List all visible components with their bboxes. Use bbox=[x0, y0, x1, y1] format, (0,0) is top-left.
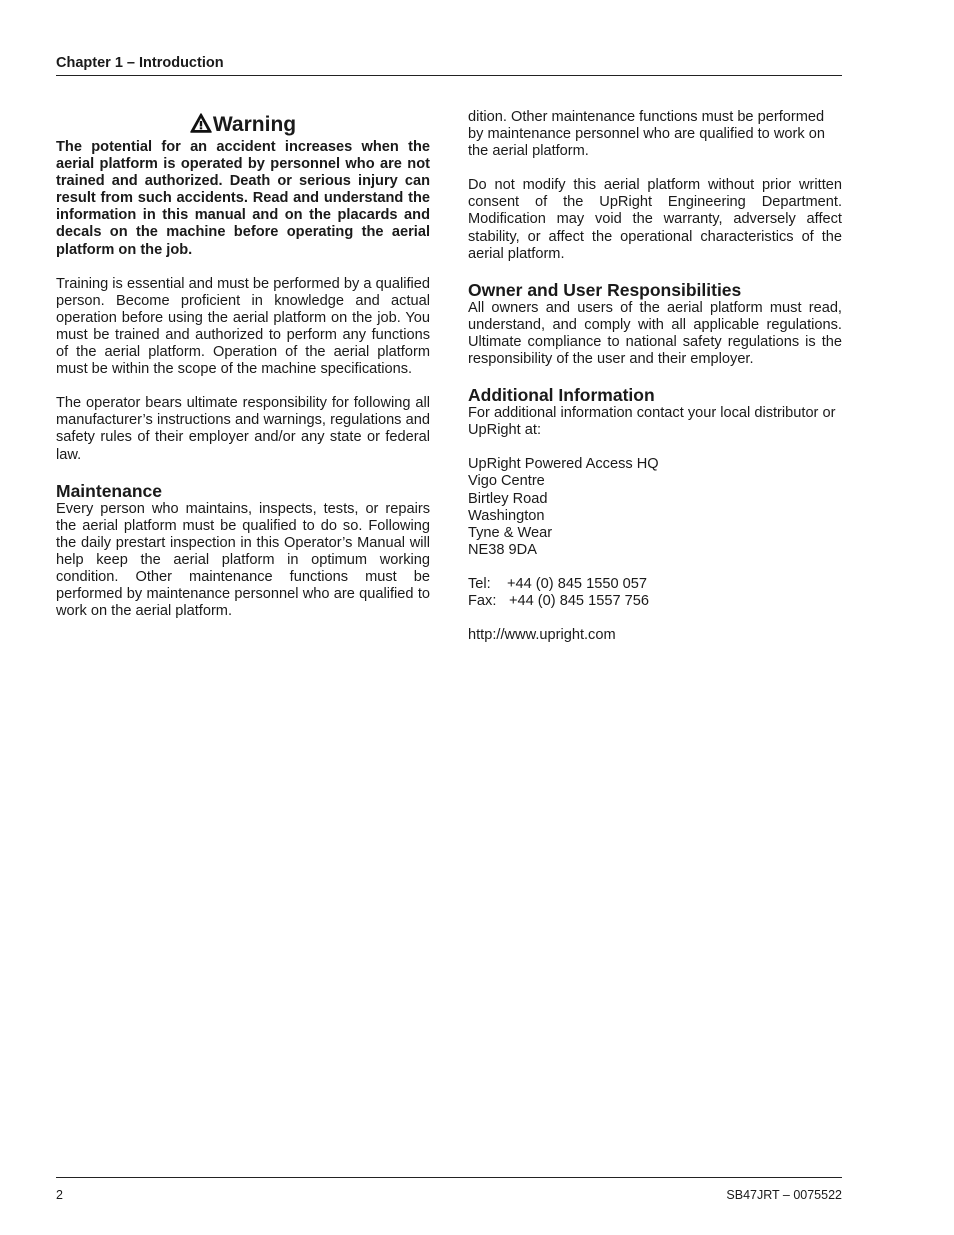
address-line: Washington bbox=[468, 507, 545, 524]
address-line: UpRight Powered Access HQ bbox=[468, 456, 659, 473]
owner-paragraph: All owners and users of the aerial platform must read, understand, and comply with all applicable regulations. Ultimate compliance to national safety regulations is the responsibility of the user and their employer. bbox=[468, 299, 842, 368]
additional-paragraph: For additional information contact your local distributor or UpRight at: bbox=[468, 405, 836, 439]
address-line: NE38 9DA bbox=[468, 541, 537, 558]
owner-heading: Owner and User Responsibilities bbox=[468, 279, 742, 300]
fax-label: Fax: bbox=[468, 592, 497, 609]
document-id: SB47JRT – 0075522 bbox=[726, 1188, 842, 1202]
right-column bbox=[468, 109, 842, 661]
maintenance-heading: Maintenance bbox=[56, 480, 162, 501]
address-line: Tyne & Wear bbox=[468, 524, 553, 541]
address-block bbox=[468, 456, 842, 559]
address-line: Birtley Road bbox=[468, 490, 548, 507]
tel-label: Tel: bbox=[468, 575, 491, 592]
telephone-line bbox=[468, 576, 842, 593]
website-link[interactable]: http://www.upright.com bbox=[468, 627, 616, 644]
fax-value: +44 (0) 845 1557 756 bbox=[509, 592, 649, 609]
page-header bbox=[56, 55, 842, 76]
training-paragraph: Training is essential and must be performed by a qualified person. Become proficient in knowledge and actual operation before using the aerial platform on the job. You must be trained and authorized to perform any functions of the aerial platform. Operation of the aerial platform must be within the scope of the machine specifications. bbox=[56, 275, 430, 378]
address-line: Vigo Centre bbox=[468, 473, 545, 490]
maintenance-continuation: dition. Other maintenance functions must be performed by maintenance personnel who are qualified to work on the aerial platform. bbox=[468, 109, 825, 160]
left-column bbox=[56, 112, 430, 620]
fax-line bbox=[468, 593, 842, 610]
modify-paragraph: Do not modify this aerial platform without prior written consent of the UpRight Engineering Department. Modification may void the warranty, adversely affect stability, or affect the operational characteristics of the aerial platform. bbox=[468, 177, 842, 262]
page-footer bbox=[56, 1177, 842, 1202]
page-number: 2 bbox=[56, 1188, 63, 1202]
tel-value: +44 (0) 845 1550 057 bbox=[507, 575, 647, 592]
warning-title: Warning bbox=[212, 113, 297, 136]
warning-text: The potential for an accident increases when the aerial platform is operated by personnel who are not trained and authorized. Death or serious injury can result from such accidents. Read and understand the information in this manual and on the placards and decals on the machine before operating the aerial platform on the job. bbox=[56, 139, 430, 258]
maintenance-paragraph: Every person who maintains, inspects, tests, or repairs the aerial platform must be qualified to do so. Following the daily prestart inspection in this Operator’s Manual will help keep the aerial platform in optimum working condition. Other maintenance functions must be performed by maintenance personnel who are qualified to work on the aerial platform. bbox=[56, 500, 430, 620]
operator-paragraph: The operator bears ultimate responsibility for following all manufacturer’s instructions and warnings, regulations and safety rules of their employer and/or any state or federal law. bbox=[56, 395, 430, 463]
contact-block bbox=[468, 576, 842, 610]
chapter-title: Chapter 1 – Introduction bbox=[56, 55, 224, 71]
additional-heading: Additional Information bbox=[468, 385, 655, 406]
warning-triangle-icon bbox=[190, 113, 212, 133]
warning-heading bbox=[56, 112, 430, 138]
